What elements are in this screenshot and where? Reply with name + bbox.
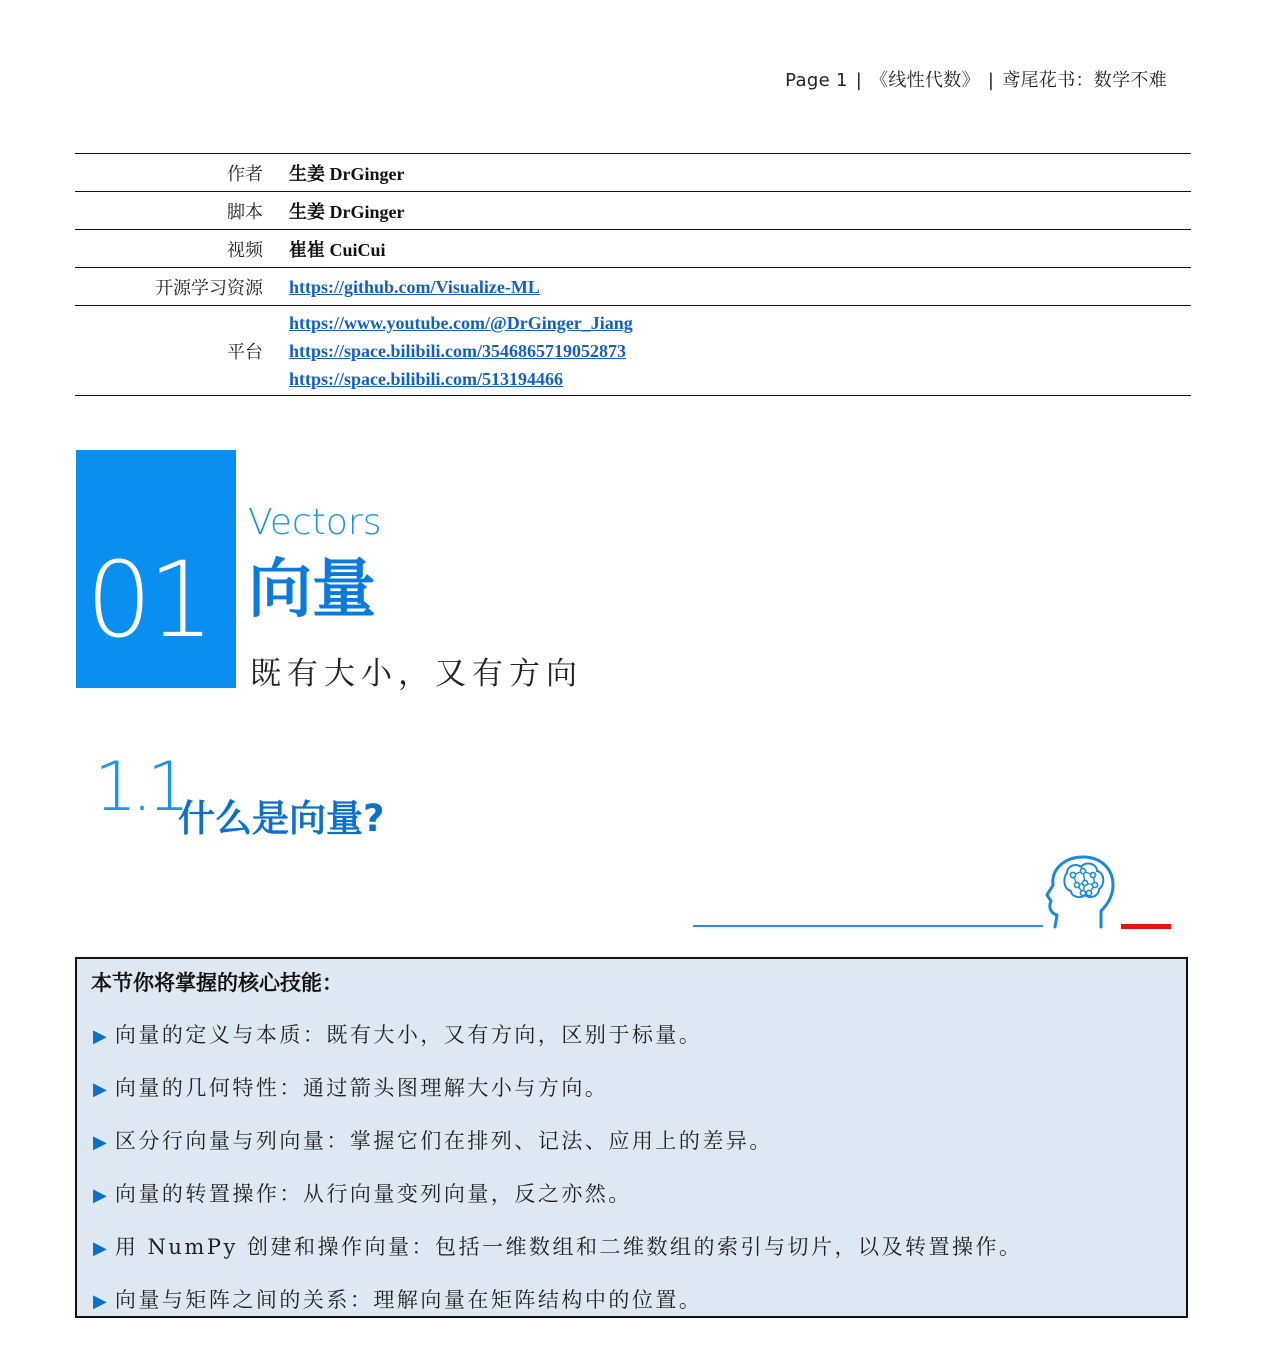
skill-text: 向量的几何特性：通过箭头图理解大小与方向。	[114, 1076, 609, 1100]
credits-label: 开源学习资源	[155, 277, 263, 299]
book-title: 《线性代数》	[870, 70, 980, 91]
credits-value	[289, 268, 1191, 306]
list-item	[93, 1231, 1023, 1284]
core-skills-box	[75, 957, 1188, 1318]
bullet-triangle-icon: ▶	[93, 1026, 107, 1047]
credits-row-script	[75, 192, 1191, 230]
chapter-title: 向量	[248, 553, 376, 627]
youtube-link[interactable]: https://www.youtube.com/@DrGinger_Jiang	[289, 312, 633, 333]
bullet-triangle-icon: ▶	[93, 1132, 107, 1153]
brain-head-icon	[1045, 855, 1117, 931]
credits-label: 视频	[227, 239, 263, 261]
bullet-triangle-icon: ▶	[93, 1079, 107, 1100]
header-separator: |	[855, 70, 863, 91]
credits-row-author	[75, 154, 1191, 192]
credits-row-platform	[75, 306, 1191, 396]
section-title: 什么是向量?	[178, 797, 385, 840]
bullet-triangle-icon: ▶	[93, 1185, 107, 1206]
skill-text: 用 NumPy 创建和操作向量：包括一维数组和二维数组的索引与切片，以及转置操作。	[114, 1235, 1023, 1259]
credits-row-resources	[75, 268, 1191, 306]
credits-label: 脚本	[227, 201, 263, 223]
list-item	[93, 1125, 1023, 1178]
credits-label: 作者	[227, 163, 263, 185]
chapter-subtitle: 既有大小，又有方向	[250, 656, 583, 692]
credits-table	[75, 153, 1191, 396]
bullet-triangle-icon: ▶	[93, 1291, 107, 1312]
list-item	[93, 1178, 1023, 1231]
section-number: 1.1	[94, 748, 185, 827]
decorative-red-rule	[1121, 924, 1171, 929]
decorative-blue-rule	[693, 925, 1043, 927]
list-item	[93, 1019, 1023, 1072]
bilibili-link[interactable]: https://space.bilibili.com/3546865719052873	[289, 340, 627, 361]
credits-value: 生姜 DrGinger	[289, 201, 405, 222]
page-number: Page 1	[785, 70, 848, 91]
bullet-triangle-icon: ▶	[93, 1238, 107, 1259]
credits-value	[289, 306, 1191, 396]
list-item	[93, 1284, 1023, 1337]
bilibili-link[interactable]: https://space.bilibili.com/513194466	[289, 368, 564, 389]
list-item	[93, 1072, 1023, 1125]
chapter-english-title: Vectors	[248, 502, 382, 543]
chapter-number: 01	[86, 539, 211, 661]
header-separator: |	[987, 70, 995, 91]
skills-title: 本节你将掌握的核心技能：	[91, 970, 343, 995]
skill-text: 向量与矩阵之间的关系：理解向量在矩阵结构中的位置。	[114, 1288, 703, 1312]
skill-text: 向量的转置操作：从行向量变列向量，反之亦然。	[114, 1182, 632, 1206]
skill-text: 区分行向量与列向量：掌握它们在排列、记法、应用上的差异。	[114, 1129, 773, 1153]
series-title: 鸢尾花书：数学不难	[1002, 70, 1167, 91]
credits-row-video	[75, 230, 1191, 268]
credits-value: 崔崔 CuiCui	[289, 239, 386, 260]
skill-text: 向量的定义与本质：既有大小，又有方向，区别于标量。	[114, 1023, 703, 1047]
page-header	[785, 66, 1167, 92]
skills-list	[93, 1019, 1023, 1337]
credits-value: 生姜 DrGinger	[289, 163, 405, 184]
github-link[interactable]: https://github.com/Visualize-ML	[289, 276, 540, 297]
credits-label: 平台	[227, 341, 263, 363]
